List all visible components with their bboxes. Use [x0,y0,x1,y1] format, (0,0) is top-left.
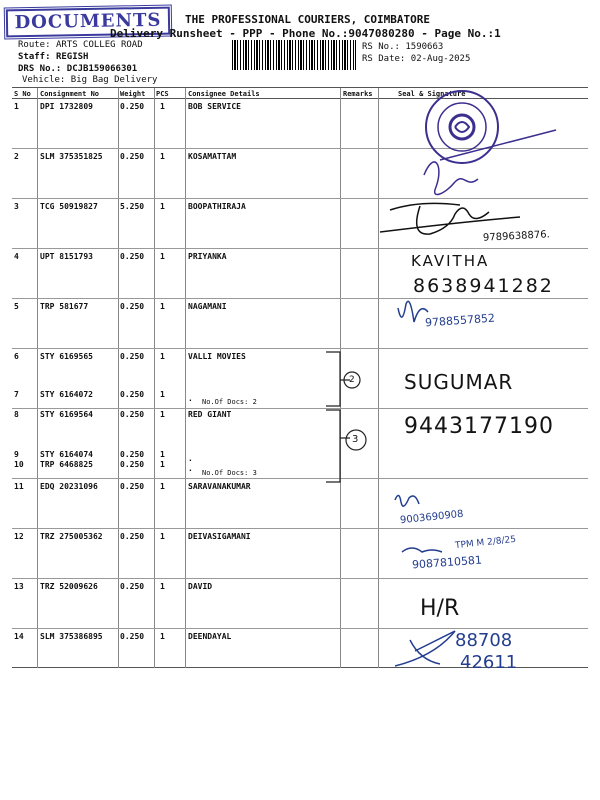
table-cell-sno: 13 [14,582,24,591]
table-cell-weight: 0.250 [120,460,145,469]
col-header-pcs: PCS [156,90,169,98]
bracket-2 [326,410,350,482]
table-cell-consignee: DEENDAYAL [188,632,232,641]
table-cell-consignment: TRZ 275005362 [40,532,103,541]
table-cell-pcs: 1 [160,482,165,491]
table-cell-weight: 0.250 [120,152,145,161]
col-header-sno: S No [14,90,31,98]
table-cell-consignment: SLM 375351825 [40,152,103,161]
table-cell-sno: 11 [14,482,24,491]
bracket-2-count: 3 [352,434,359,445]
staff-value: REGISH [55,52,89,62]
table-cell-sno: 5 [14,302,19,311]
col-header-weight: Weight [120,90,146,98]
table-cell-consignee: KOSAMATTAM [188,152,237,161]
table-cell-sno: 9 [14,450,19,459]
table-cell-sno: 14 [14,632,24,641]
table-cell-weight: 0.250 [120,390,145,399]
table-cell-consignee: SARAVANAKUMAR [188,482,251,491]
signature-row14 [395,631,455,666]
table-cell-consignment: SLM 375386895 [40,632,103,641]
table-cell-pcs: 1 [160,460,165,469]
table-cell-sno: 6 [14,352,19,361]
table-cell-sno: 2 [14,152,19,161]
col-header-consignment: Consignment No [40,90,100,98]
table-cell-pcs: 1 [160,302,165,311]
table-cell-sno: 1 [14,102,19,111]
hw-row8-phone: 9443177190 [404,414,554,439]
group-docs-2: No.Of Docs: 3 [202,469,257,477]
hw-row14-a: 88708 [455,630,513,651]
table-cell-weight: 0.250 [120,450,145,459]
col-header-seal: Seal & Signature [398,90,466,98]
table-cell-consignee: BOOPATHIRAJA [188,202,246,211]
table-cell-pcs: 1 [160,410,165,419]
vehicle-label: Vehicle: [22,75,66,85]
runsheet-title: Delivery Runsheet - PPP - Phone No.:9047080280 - Page No.:1 [110,27,501,40]
hw-row67-name: SUGUMAR [404,370,514,394]
table-cell-consignment: STY 6169564 [40,410,93,419]
table-cell-sno: 4 [14,252,19,261]
company-name: THE PROFESSIONAL COURIERS, COIMBATORE [185,13,431,26]
table-cell-weight: 0.250 [120,352,145,361]
table-cell-pcs: 1 [160,390,165,399]
bracket-1 [326,352,350,406]
rs-date-value: 02-Aug-2025 [410,54,471,64]
staff-label: Staff: [18,52,51,62]
table-cell-consignment: TCG 50919827 [40,202,98,211]
table-cell-pcs: 1 [160,532,165,541]
table-cell-sno: 12 [14,532,24,541]
table-cell-consignee: . [188,464,193,473]
table-cell-consignee: RED GIANT [188,410,232,419]
table-cell-pcs: 1 [160,102,165,111]
table-cell-pcs: 1 [160,152,165,161]
table-cell-consignment: TRP 6468825 [40,460,93,469]
hw-row14-b: 42611 [460,652,518,673]
route-label: Route: [18,40,51,50]
signature-row5 [398,301,428,322]
table-cell-pcs: 1 [160,252,165,261]
signature-row3 [380,203,520,234]
hw-row4-phone: 8638941282 [413,275,554,297]
table-cell-weight: 0.250 [120,252,145,261]
table-cell-consignee: DAVID [188,582,213,591]
table-cell-consignment: STY 6169565 [40,352,93,361]
documents-stamp: DOCUMENTS [6,7,170,38]
table-cell-weight: 0.250 [120,632,145,641]
route-value: ARTS COLLEG ROAD [55,40,143,50]
table-cell-consignment: UPT 8151793 [40,252,93,261]
round-seal-icon [426,91,498,163]
table-cell-pcs: 1 [160,582,165,591]
table-cell-weight: 0.250 [120,102,145,111]
table-cell-pcs: 1 [160,202,165,211]
table-cell-consignee: PRIYANKA [188,252,227,261]
col-header-consignee: Consignee Details [188,90,260,98]
table-cell-consignee: . [188,454,193,463]
table-cell-sno: 10 [14,460,24,469]
rs-date-label: RS Date: [362,54,406,64]
table-cell-weight: 0.250 [120,582,145,591]
signature-row12 [402,548,442,552]
hw-row13: H/R [420,596,460,621]
bracket-1-count: 2 [349,375,355,385]
table-cell-consignee: VALLI MOVIES [188,352,246,361]
table-cell-sno: 8 [14,410,19,419]
table-cell-consignment: EDQ 20231096 [40,482,98,491]
table-cell-weight: 0.250 [120,482,145,491]
table-cell-weight: 0.250 [120,532,145,541]
table-cell-consignment: TRP 581677 [40,302,89,311]
col-header-remarks: Remarks [343,90,373,98]
hw-row5-phone: 9788557852 [424,311,496,330]
hw-row11-phone: 9003690908 [399,508,465,527]
signature-row2 [424,130,556,195]
drs-label: DRS No.: [18,64,62,74]
drs-value: DCJB159066301 [66,64,138,74]
table-cell-consignment: STY 6164074 [40,450,93,459]
table-cell-consignee: NAGAMANI [188,302,227,311]
table-cell-sno: 3 [14,202,19,211]
table-cell-weight: 0.250 [120,410,145,419]
group-docs-1: No.Of Docs: 2 [202,398,257,406]
table-cell-consignee: . [188,394,193,403]
table-cell-weight: 5.250 [120,202,145,211]
table-cell-sno: 7 [14,390,19,399]
rs-no-label: RS No.: [362,42,400,52]
hw-row12-phone: 9087810581 [411,553,483,572]
table-cell-consignment: TRZ 52009626 [40,582,98,591]
table-cell-consignment: STY 6164072 [40,390,93,399]
hw-row12-note: TPM M 2/8/25 [454,534,517,552]
hw-row3-phone: 9789638876. [482,229,551,244]
table-cell-pcs: 1 [160,450,165,459]
table-cell-pcs: 1 [160,632,165,641]
table-cell-consignee: DEIVASIGAMANI [188,532,251,541]
rs-no-value: 1590663 [405,42,444,52]
table-cell-consignee: BOB SERVICE [188,102,241,111]
table-cell-consignment: DPI 1732809 [40,102,93,111]
table-cell-pcs: 1 [160,352,165,361]
hw-row4-name: KAVITHA [411,252,490,270]
table-cell-weight: 0.250 [120,302,145,311]
vehicle-value: Big Bag Delivery [70,75,158,85]
signature-row11 [395,495,419,506]
